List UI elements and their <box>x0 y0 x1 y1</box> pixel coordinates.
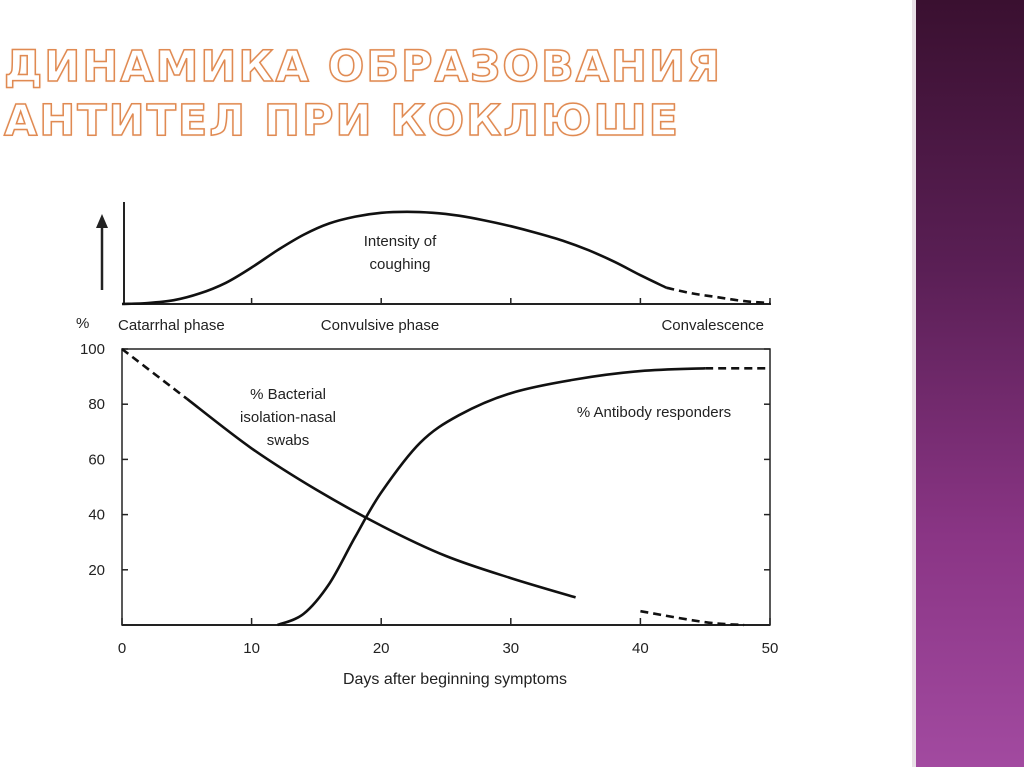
bacterial-isolation-label <box>240 386 336 449</box>
bacteria-antibody-panel <box>76 315 778 688</box>
bacterial-isolation-label-line: % Bacterial <box>250 386 326 403</box>
x-tick-label: 40 <box>632 640 649 657</box>
y-tick-label: 80 <box>88 396 105 414</box>
bacterial-isolation-line-dashed-end <box>640 611 744 625</box>
x-tick-label: 30 <box>502 640 520 657</box>
x-tick-label: 0 <box>117 640 127 657</box>
coughing-intensity-panel <box>96 202 771 334</box>
x-tick-label: 50 <box>761 640 779 657</box>
antibody-responders-label-line: % Antibody responders <box>576 404 732 421</box>
coughing-intensity-label-line: Intensity of <box>363 233 437 250</box>
y-tick-label: 60 <box>88 451 105 469</box>
x-tick-label: 20 <box>372 640 390 657</box>
coughing-intensity-line-dashed-end <box>666 288 770 303</box>
y-tick-label: 40 <box>88 506 105 524</box>
y-axis-unit-label: % <box>76 315 90 332</box>
bacterial-isolation-line-solid <box>187 399 576 598</box>
slide-title-line-1: ДИНАМИКА ОБРАЗОВАНИЯ <box>4 42 723 92</box>
y-tick-label: 20 <box>88 561 105 579</box>
bacterial-isolation-line-dashed-start <box>122 349 187 399</box>
coughing-intensity-label-line: coughing <box>369 256 431 273</box>
phase-label-convalescence: Convalescence <box>661 317 764 334</box>
x-axis-title: Days after beginning symptoms <box>342 671 568 688</box>
slide-title-line-2: АНТИТЕЛ ПРИ КОКЛЮШЕ <box>4 96 680 146</box>
bottom-plot-frame <box>122 349 770 625</box>
phase-label-catarrhal: Catarrhal phase <box>118 317 225 334</box>
bacterial-isolation-label-line: swabs <box>266 432 310 449</box>
side-decoration-panel <box>916 0 1024 767</box>
antibody-responders-label <box>577 404 731 421</box>
bacterial-isolation-label-line: isolation-nasal <box>240 409 336 426</box>
x-tick-label: 10 <box>243 640 260 657</box>
y-tick-label: 100 <box>79 341 105 358</box>
coughing-intensity-label <box>364 233 437 273</box>
phase-label-convulsive: Convulsive phase <box>320 317 440 334</box>
y-axis-arrow-head <box>96 214 108 228</box>
